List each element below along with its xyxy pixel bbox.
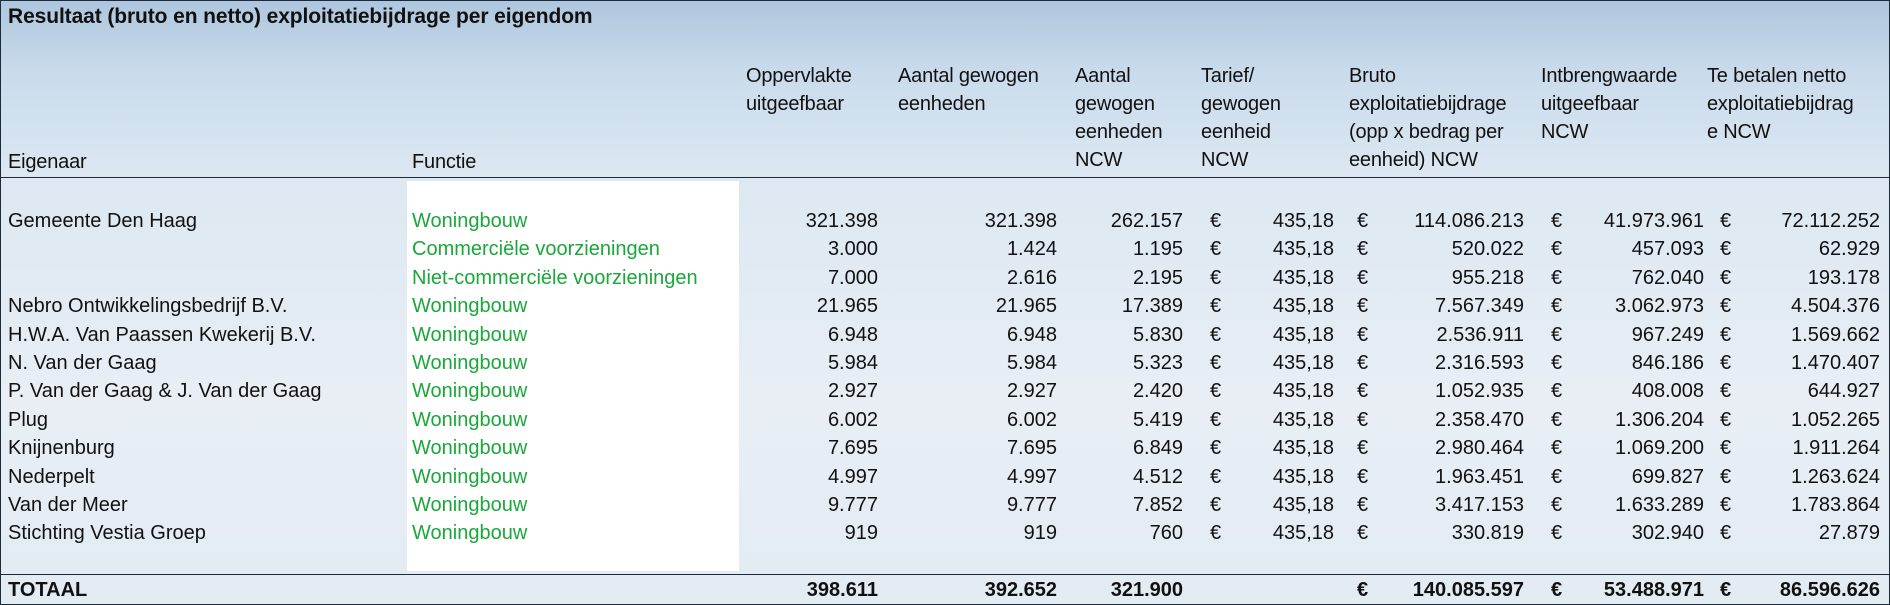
cell-netto: 72.112.252	[1781, 210, 1880, 232]
cell-intbrengwaarde: 967.249	[1631, 323, 1704, 346]
cell-bruto-currency: €	[1357, 238, 1369, 261]
cell-netto-currency: €	[1720, 323, 1732, 346]
cell-oppervlakte: 5.984	[827, 352, 878, 374]
cell-bruto: 2.536.911	[1436, 323, 1524, 346]
cell-bruto-currency: €	[1357, 380, 1369, 403]
cell-intbreng-currency: €	[1551, 295, 1563, 318]
cell-aantal-ncw: 262.157	[1110, 210, 1183, 232]
cell-aantal-ncw: 7.852	[1132, 494, 1183, 516]
cell-aantal-gewogen: 4.997	[1006, 465, 1057, 488]
cell-oppervlakte: 2.927	[827, 380, 878, 403]
header-eigenaar: Eigenaar	[8, 151, 87, 173]
cell-bruto-currency: €	[1357, 522, 1369, 545]
cell-netto: 1.263.624	[1791, 465, 1880, 488]
cell-aantal-gewogen: 6.002	[1006, 408, 1057, 431]
cell-functie: Woningbouw	[412, 352, 528, 374]
table-row	[1, 235, 1889, 263]
table-row	[1, 406, 1889, 434]
cell-eigenaar: Plug	[8, 408, 49, 431]
cell-bruto: 330.819	[1451, 522, 1524, 545]
cell-aantal-gewogen: 7.695	[1006, 437, 1057, 460]
header-functie: Functie	[412, 151, 477, 173]
cell-oppervlakte: 321.398	[805, 210, 878, 232]
cell-intbreng-currency: €	[1551, 437, 1563, 460]
cell-intbreng-currency: €	[1551, 352, 1563, 374]
cell-aantal-ncw: 2.195	[1132, 266, 1183, 289]
cell-tarief: 435,18	[1272, 494, 1334, 516]
header-oppervlakte: Oppervlakte uitgeefbaar	[746, 65, 852, 115]
cell-intbreng-currency: €	[1551, 522, 1563, 545]
cell-netto-currency: €	[1720, 494, 1732, 516]
cell-aantal-gewogen: 321.398	[984, 210, 1057, 232]
cell-intbreng-currency: €	[1551, 380, 1563, 403]
table-row	[1, 463, 1889, 491]
cell-tarief-currency: €	[1210, 380, 1222, 403]
cell-intbrengwaarde: 41.973.961	[1603, 210, 1704, 232]
cell-eigenaar: H.W.A. Van Paassen Kwekerij B.V.	[8, 323, 316, 346]
cell-intbreng-currency: €	[1551, 238, 1563, 261]
cell-bruto-currency: €	[1357, 352, 1369, 374]
cell-netto-currency: €	[1720, 210, 1732, 232]
cell-netto: 62.929	[1818, 238, 1880, 261]
header-intbrengwaarde: Intbrengwaarde uitgeefbaar NCW	[1541, 65, 1678, 143]
cell-eigenaar: Gemeente Den Haag	[8, 210, 198, 232]
cell-netto: 1.911.264	[1792, 437, 1880, 460]
cell-eigenaar: P. Van der Gaag & J. Van der Gaag	[8, 380, 322, 403]
cell-intbrengwaarde: 302.940	[1631, 522, 1704, 545]
header-netto: Te betalen netto exploitatiebijdrag e NCW	[1707, 65, 1854, 143]
cell-bruto-currency: €	[1357, 266, 1369, 289]
cell-tarief-currency: €	[1210, 323, 1222, 346]
table-row	[1, 519, 1889, 547]
cell-aantal-ncw: 2.420	[1132, 380, 1183, 403]
cell-eigenaar: Van der Meer	[8, 494, 128, 516]
cell-oppervlakte: 6.948	[827, 323, 878, 346]
total-intbrengwaarde: 53.488.971	[1603, 579, 1704, 601]
cell-tarief-currency: €	[1210, 210, 1222, 232]
cell-tarief: 435,18	[1272, 210, 1334, 232]
cell-tarief-currency: €	[1210, 465, 1222, 488]
table-row	[1, 491, 1889, 519]
cell-eigenaar: N. Van der Gaag	[8, 352, 157, 374]
table-row	[1, 292, 1889, 320]
cell-aantal-ncw: 6.849	[1132, 437, 1183, 460]
cell-tarief-currency: €	[1210, 266, 1222, 289]
header-tarief: Tarief/ gewogen eenheid NCW	[1201, 65, 1281, 171]
cell-intbrengwaarde: 1.633.289	[1615, 494, 1704, 516]
cell-bruto-currency: €	[1357, 295, 1369, 318]
cell-functie: Woningbouw	[412, 323, 528, 346]
cell-intbreng-currency: €	[1551, 266, 1563, 289]
cell-tarief-currency: €	[1210, 437, 1222, 460]
cell-netto: 1.569.662	[1791, 323, 1880, 346]
cell-aantal-ncw: 760	[1149, 522, 1183, 545]
cell-bruto-currency: €	[1357, 210, 1369, 232]
total-divider-top	[1, 574, 1889, 575]
total-row	[1, 576, 1889, 604]
cell-aantal-ncw: 5.419	[1132, 408, 1183, 431]
cell-netto: 27.879	[1818, 522, 1880, 545]
cell-oppervlakte: 919	[844, 522, 878, 545]
table-row	[1, 264, 1889, 292]
table-title: Resultaat (bruto en netto) exploitatiebijdrage per eigendom	[8, 5, 593, 28]
cell-aantal-gewogen: 2.927	[1006, 380, 1057, 403]
cell-bruto: 114.086.213	[1414, 210, 1524, 232]
cell-netto: 4.504.376	[1791, 295, 1880, 318]
cell-eigenaar: Nebro Ontwikkelingsbedrijf B.V.	[8, 295, 288, 318]
cell-functie: Woningbouw	[412, 494, 528, 516]
table-row	[1, 321, 1889, 349]
total-intbreng-currency: €	[1551, 579, 1563, 601]
cell-bruto: 2.358.470	[1435, 408, 1524, 431]
cell-netto-currency: €	[1720, 295, 1732, 318]
cell-tarief: 435,18	[1272, 380, 1334, 403]
cell-intbrengwaarde: 1.069.200	[1615, 437, 1704, 460]
cell-intbreng-currency: €	[1551, 210, 1563, 232]
cell-aantal-gewogen: 5.984	[1006, 352, 1057, 374]
cell-netto: 644.927	[1807, 380, 1880, 403]
cell-bruto: 3.417.153	[1435, 494, 1524, 516]
cell-netto-currency: €	[1720, 352, 1732, 374]
cell-aantal-gewogen: 919	[1023, 522, 1057, 545]
cell-bruto: 955.218	[1451, 266, 1524, 289]
cell-bruto: 1.963.451	[1435, 465, 1524, 488]
cell-tarief-currency: €	[1210, 522, 1222, 545]
cell-aantal-gewogen: 2.616	[1006, 266, 1057, 289]
total-bruto-currency: €	[1357, 579, 1369, 601]
cell-aantal-ncw: 4.512	[1132, 465, 1183, 488]
cell-bruto-currency: €	[1357, 437, 1369, 460]
cell-bruto: 7.567.349	[1435, 295, 1524, 318]
total-aantal: 392.652	[984, 579, 1057, 601]
cell-functie: Woningbouw	[412, 465, 528, 488]
cell-intbrengwaarde: 408.008	[1631, 380, 1704, 403]
cell-intbrengwaarde: 846.186	[1631, 352, 1704, 374]
total-aantal-ncw: 321.900	[1110, 579, 1183, 601]
cell-netto-currency: €	[1720, 437, 1732, 460]
cell-bruto: 2.316.593	[1435, 352, 1524, 374]
cell-intbrengwaarde: 699.827	[1631, 465, 1704, 488]
cell-bruto-currency: €	[1357, 408, 1369, 431]
header-bruto: Bruto exploitatiebijdrage (opp x bedrag per eenheid) NCW	[1349, 65, 1507, 171]
cell-functie: Woningbouw	[412, 295, 528, 318]
cell-tarief: 435,18	[1272, 352, 1334, 374]
cell-bruto-currency: €	[1357, 465, 1369, 488]
cell-tarief-currency: €	[1210, 238, 1222, 261]
header-aantal-gewogen: Aantal gewogen eenheden	[898, 65, 1039, 115]
cell-tarief: 435,18	[1272, 437, 1334, 460]
cell-oppervlakte: 4.997	[827, 465, 878, 488]
cell-intbreng-currency: €	[1551, 465, 1563, 488]
cell-eigenaar: Knijnenburg	[8, 437, 115, 460]
cell-bruto: 520.022	[1451, 238, 1524, 261]
cell-functie: Niet-commerciële voorzieningen	[412, 266, 698, 289]
cell-bruto: 1.052.935	[1435, 380, 1524, 403]
cell-oppervlakte: 21.965	[816, 295, 878, 318]
header-aantal-ncw: Aantal gewogen eenheden NCW	[1075, 65, 1163, 171]
cell-netto: 1.783.864	[1791, 494, 1880, 516]
cell-tarief-currency: €	[1210, 408, 1222, 431]
cell-functie: Woningbouw	[412, 380, 528, 403]
cell-bruto-currency: €	[1357, 323, 1369, 346]
cell-oppervlakte: 7.000	[827, 266, 878, 289]
cell-tarief: 435,18	[1272, 522, 1334, 545]
total-bruto: 140.085.597	[1412, 579, 1524, 601]
cell-functie: Woningbouw	[412, 408, 528, 431]
cell-oppervlakte: 3.000	[827, 238, 878, 261]
total-netto-currency: €	[1720, 579, 1732, 601]
cell-aantal-gewogen: 9.777	[1006, 494, 1057, 516]
cell-tarief-currency: €	[1210, 352, 1222, 374]
cell-intbreng-currency: €	[1551, 494, 1563, 516]
table-row	[1, 434, 1889, 462]
cell-aantal-ncw: 1.195	[1132, 238, 1183, 261]
cell-bruto-currency: €	[1357, 494, 1369, 516]
cell-functie: Woningbouw	[412, 522, 528, 545]
total-netto: 86.596.626	[1779, 579, 1880, 601]
cell-aantal-ncw: 17.389	[1121, 295, 1183, 318]
cell-aantal-gewogen: 6.948	[1006, 323, 1057, 346]
cell-functie: Commerciële voorzieningen	[412, 238, 660, 261]
cell-oppervlakte: 9.777	[827, 494, 878, 516]
cell-intbrengwaarde: 1.306.204	[1615, 408, 1704, 431]
cell-oppervlakte: 6.002	[827, 408, 878, 431]
table-row	[1, 207, 1889, 235]
cell-eigenaar: Stichting Vestia Groep	[8, 522, 206, 545]
cell-oppervlakte: 7.695	[827, 437, 878, 460]
cell-bruto: 2.980.464	[1435, 437, 1524, 460]
cell-netto-currency: €	[1720, 266, 1732, 289]
cell-netto: 193.178	[1807, 266, 1880, 289]
cell-aantal-ncw: 5.323	[1132, 352, 1183, 374]
cell-netto-currency: €	[1720, 380, 1732, 403]
header-divider	[1, 177, 1889, 178]
cell-intbrengwaarde: 3.062.973	[1615, 295, 1704, 318]
total-label: TOTAAL	[8, 579, 88, 601]
cell-functie: Woningbouw	[412, 437, 528, 460]
cell-intbrengwaarde: 762.040	[1631, 266, 1704, 289]
cell-aantal-gewogen: 21.965	[995, 295, 1057, 318]
cell-tarief-currency: €	[1210, 494, 1222, 516]
cell-netto: 1.052.265	[1791, 408, 1880, 431]
cell-intbreng-currency: €	[1551, 408, 1563, 431]
cell-tarief: 435,18	[1272, 238, 1334, 261]
cell-tarief: 435,18	[1272, 266, 1334, 289]
cell-netto-currency: €	[1720, 465, 1732, 488]
cell-netto-currency: €	[1720, 408, 1732, 431]
total-oppervlakte: 398.611	[806, 579, 878, 601]
cell-netto-currency: €	[1720, 238, 1732, 261]
cell-aantal-ncw: 5.830	[1132, 323, 1183, 346]
table-row	[1, 377, 1889, 405]
cell-tarief: 435,18	[1272, 408, 1334, 431]
cell-intbreng-currency: €	[1551, 323, 1563, 346]
cell-tarief: 435,18	[1272, 295, 1334, 318]
cell-tarief-currency: €	[1210, 295, 1222, 318]
cell-aantal-gewogen: 1.424	[1006, 238, 1057, 261]
cell-eigenaar: Nederpelt	[8, 465, 95, 488]
table-row	[1, 349, 1889, 377]
cell-netto: 1.470.407	[1791, 352, 1880, 374]
cell-netto-currency: €	[1720, 522, 1732, 545]
cell-tarief: 435,18	[1272, 323, 1334, 346]
cell-tarief: 435,18	[1272, 465, 1334, 488]
cell-intbrengwaarde: 457.093	[1631, 238, 1704, 261]
cell-functie: Woningbouw	[412, 210, 528, 232]
